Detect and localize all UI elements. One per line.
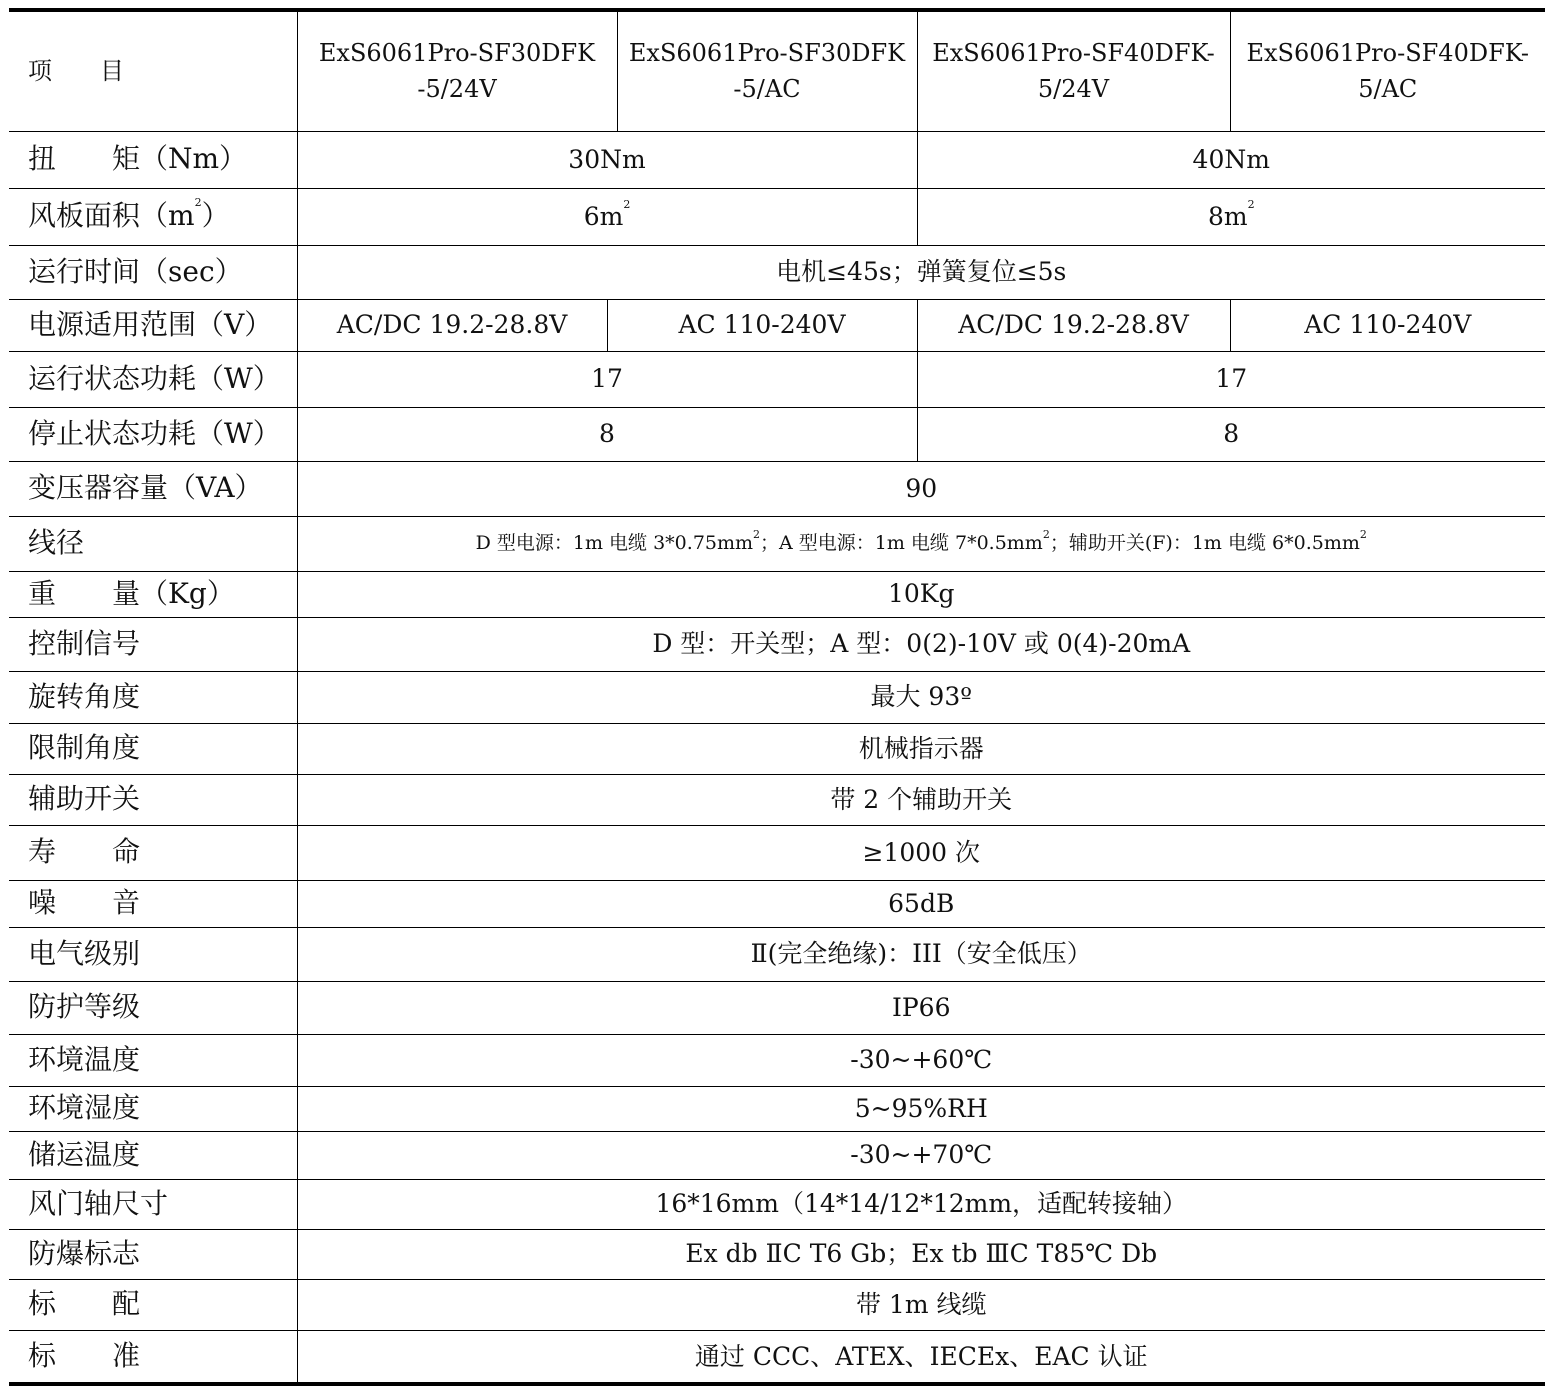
row-label: 重 量（Kg） [9, 571, 297, 617]
value-all: D 型电源：1m 电缆 $3*0.75mm^2$；A 型电源：1m 电缆 $7*0.5mm^2$；辅助开关(F)：1m 电缆 $6*0.5mm^2$ [297, 516, 1545, 571]
row-life [9, 825, 1545, 880]
model-header-3: ExS6061Pro-SF40DFK- 5/24V [917, 10, 1230, 131]
row-label: 扭 矩（Nm） [9, 131, 297, 188]
row-run-power [9, 351, 1545, 407]
row-label: 停止状态功耗（W） [9, 407, 297, 461]
row-label: 标 准 [9, 1330, 297, 1384]
model-header-2: ExS6061Pro-SF30DFK -5/AC [617, 10, 917, 131]
value-sf40: 17 [917, 351, 1545, 407]
value-sf40: 8 [917, 407, 1545, 461]
value-all: 16*16mm（14*14/12*12mm，适配转接轴） [297, 1179, 1545, 1229]
spec-table [9, 8, 1545, 1386]
value-all: ≥1000 次 [297, 825, 1545, 880]
model-header-1: ExS6061Pro-SF30DFK -5/24V [297, 10, 617, 131]
value-all: Ex db ⅡC T6 Gb；Ex tb ⅢC T85℃ Db [297, 1229, 1545, 1279]
row-rotation [9, 671, 1545, 723]
value-all: 90 [297, 461, 1545, 516]
row-ambient-temp [9, 1034, 1545, 1086]
row-label: 储运温度 [9, 1131, 297, 1179]
row-label: 寿 命 [9, 825, 297, 880]
row-torque [9, 131, 1545, 188]
row-label: 防爆标志 [9, 1229, 297, 1279]
row-label: 限制角度 [9, 723, 297, 774]
row-electrical [9, 927, 1545, 981]
row-transformer [9, 461, 1545, 516]
row-label: 环境湿度 [9, 1086, 297, 1131]
value-all: 带 1m 线缆 [297, 1279, 1545, 1330]
value-model-2: AC 110-240V [607, 299, 917, 351]
header-row [9, 10, 1545, 131]
value-model-4: AC 110-240V [1230, 299, 1545, 351]
value-all: 通过 CCC、ATEX、IECEx、EAC 认证 [297, 1330, 1545, 1384]
row-humidity [9, 1086, 1545, 1131]
value-all: 65dB [297, 880, 1545, 927]
row-accessory [9, 1279, 1545, 1330]
row-label: 运行状态功耗（W） [9, 351, 297, 407]
row-label: 防护等级 [9, 981, 297, 1034]
model-header-4: ExS6061Pro-SF40DFK- 5/AC [1230, 10, 1545, 131]
value-all: 电机≤45s；弹簧复位≤5s [297, 245, 1545, 299]
row-shaft [9, 1179, 1545, 1229]
item-header: 项 目 [9, 10, 297, 131]
value-all: 最大 93º [297, 671, 1545, 723]
row-label: 标 配 [9, 1279, 297, 1330]
row-label: 旋转角度 [9, 671, 297, 723]
row-explosion [9, 1229, 1545, 1279]
value-all: 带 2 个辅助开关 [297, 774, 1545, 825]
row-weight [9, 571, 1545, 617]
row-label: 环境温度 [9, 1034, 297, 1086]
value-model-1: AC/DC 19.2-28.8V [297, 299, 607, 351]
row-power-range [9, 299, 1545, 351]
row-label: 电源适用范围（V） [9, 299, 297, 351]
value-sf40: $8m^2$ [917, 188, 1545, 245]
row-label: 运行时间（sec） [9, 245, 297, 299]
row-noise [9, 880, 1545, 927]
value-all: 5~95%RH [297, 1086, 1545, 1131]
row-control [9, 617, 1545, 671]
row-aux [9, 774, 1545, 825]
value-sf30: 8 [297, 407, 917, 461]
row-area [9, 188, 1545, 245]
row-label: 辅助开关 [9, 774, 297, 825]
row-storage-temp [9, 1131, 1545, 1179]
value-all: Ⅱ(完全绝缘)：III（安全低压） [297, 927, 1545, 981]
row-label: 线径 [9, 516, 297, 571]
value-all: D 型：开关型；A 型：0(2)-10V 或 0(4)-20mA [297, 617, 1545, 671]
value-all: -30~+70℃ [297, 1131, 1545, 1179]
value-model-3: AC/DC 19.2-28.8V [917, 299, 1230, 351]
value-all: 10Kg [297, 571, 1545, 617]
row-label: 噪 音 [9, 880, 297, 927]
row-protection [9, 981, 1545, 1034]
value-all: IP66 [297, 981, 1545, 1034]
value-sf30: 17 [297, 351, 917, 407]
row-label: 风门轴尺寸 [9, 1179, 297, 1229]
row-label: 电气级别 [9, 927, 297, 981]
value-all: -30~+60℃ [297, 1034, 1545, 1086]
value-sf30: 30Nm [297, 131, 917, 188]
row-stop-power [9, 407, 1545, 461]
row-label: 控制信号 [9, 617, 297, 671]
row-runtime [9, 245, 1545, 299]
row-limit [9, 723, 1545, 774]
row-label: 变压器容量（VA） [9, 461, 297, 516]
value-sf30: $6m^2$ [297, 188, 917, 245]
row-standard [9, 1330, 1545, 1384]
value-all: 机械指示器 [297, 723, 1545, 774]
row-wire [9, 516, 1545, 571]
value-sf40: 40Nm [917, 131, 1545, 188]
row-label: 风板面积$(m^2)$ [9, 188, 297, 245]
